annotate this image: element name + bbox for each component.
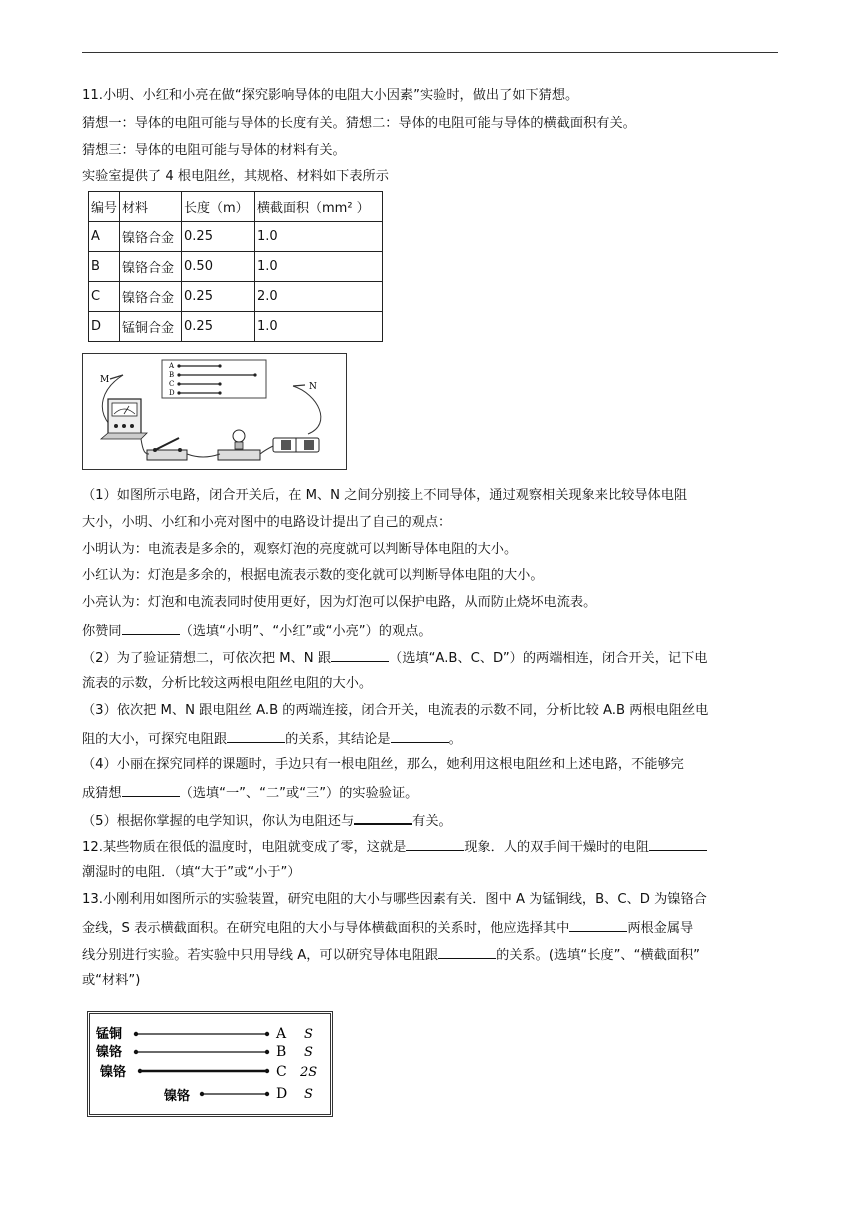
table-row (89, 252, 383, 282)
table-cell: 0.25 (182, 312, 255, 342)
label-d: D (169, 389, 175, 397)
label-n: N (309, 382, 317, 392)
table-cell: 镍铬合金 (120, 222, 182, 252)
text: （选填“小明”、“小红”或“小亮”）的观点。 (179, 624, 432, 639)
table-cell: 0.50 (182, 252, 255, 282)
wire-material-a: 锰铜 (96, 1027, 123, 1042)
table-header-cell: 材料 (120, 192, 182, 222)
q13-line1: 13.小刚利用如图所示的实验装置，研究电阻的大小与哪些因素有关．图中 A 为锰铜线，B、C、D 为镍铬合 (82, 892, 707, 907)
text: 的关系，其结论是 (285, 732, 391, 747)
text: 成猜想 (82, 786, 122, 801)
q11-p4-line2 (82, 783, 418, 803)
text: （2）为了验证猜想二，可依次把 M、N 跟 (82, 651, 332, 666)
answer-blank[interactable] (227, 729, 285, 743)
q13-line4: 或“材料”) (82, 973, 141, 988)
text: 你赞同 (82, 624, 122, 639)
table-cell: 1.0 (255, 222, 383, 252)
answer-blank[interactable] (569, 918, 627, 932)
q11-p3-line1: （3）依次把 M、N 跟电阻丝 A.B 的两端连接，闭合开关，电流表的示数不同，分析比较 A.B 两根电阻丝电 (82, 703, 709, 718)
wire-letter-b: B (276, 1044, 287, 1060)
label-b: B (169, 371, 175, 379)
label-c: C (169, 380, 175, 388)
table-cell: A (89, 222, 120, 252)
q11-p3-line2 (82, 729, 462, 749)
text: 有关。 (412, 814, 452, 829)
table-cell: 1.0 (255, 252, 383, 282)
wire-figure (87, 1011, 333, 1117)
q11-agree (82, 621, 432, 641)
text: （选填“一”、“二”或“三”）的实验验证。 (179, 786, 419, 801)
answer-blank[interactable] (649, 837, 707, 851)
table-header-cell: 长度（m） (182, 192, 255, 222)
answer-blank[interactable] (406, 837, 464, 851)
wire-area-a: S (304, 1027, 313, 1042)
table-cell: 镍铬合金 (120, 282, 182, 312)
wire-material-c: 镍铬 (100, 1065, 127, 1080)
text: 两根金属导 (627, 921, 694, 936)
q11-p1-line1: （1）如图所示电路，闭合开关后，在 M、N 之间分别接上不同导体，通过观察相关现象来比较导体电阻 (82, 488, 688, 503)
q11-p5 (82, 810, 452, 831)
text: 线分别进行实验。若实验中只用导线 A，可以研究导体电阻跟 (82, 948, 439, 963)
q11-p2-line1 (82, 648, 707, 668)
table-header-row (89, 192, 383, 222)
wire-material-b: 镍铬 (96, 1045, 123, 1060)
header-rule (82, 52, 778, 53)
answer-blank[interactable] (354, 810, 412, 825)
wire-area-d: S (304, 1087, 313, 1102)
q12-line2: 潮湿时的电阻．（填“大于”或“小于”） (82, 865, 301, 880)
text: 金线，S 表示横截面积。在研究电阻的大小与导体横截面积的关系时，他应选择其中 (82, 921, 570, 936)
wire-area-c: 2S (300, 1065, 318, 1080)
wire-area-b: S (304, 1045, 313, 1060)
table-cell: 1.0 (255, 312, 383, 342)
label-a: A (169, 362, 175, 370)
q11-p1-line2: 大小，小明、小红和小亮对图中的电路设计提出了自己的观点： (82, 515, 452, 530)
table-cell: B (89, 252, 120, 282)
q13-line2 (82, 918, 693, 938)
table-cell: 2.0 (255, 282, 383, 312)
answer-blank[interactable] (122, 783, 180, 797)
table-cell: D (89, 312, 120, 342)
answer-blank[interactable] (122, 621, 180, 635)
text: 现象．人的双手间干燥时的电阻 (464, 840, 649, 855)
q11-intro: 11.小明、小红和小亮在做“探究影响导体的电阻大小因素”实验时，做出了如下猜想。 (82, 88, 579, 103)
q11-guess-3: 猜想三：导体的电阻可能与导体的材料有关。 (82, 143, 346, 158)
circuit-figure (82, 353, 347, 470)
table-cell: C (89, 282, 120, 312)
q11-guess-1-2: 猜想一：导体的电阻可能与导体的长度有关。猜想二：导体的电阻可能与导体的横截面积有关。 (82, 116, 636, 131)
wire-material-d: 镍铬 (164, 1089, 191, 1104)
table-cell: 镍铬合金 (120, 252, 182, 282)
q11-xiaohong: 小红认为：灯泡是多余的，根据电流表示数的变化就可以判断导体电阻的大小。 (82, 568, 544, 583)
text: （选填“A.B、C、D”）的两端相连，闭合开关，记下电 (389, 651, 708, 666)
label-m: M (100, 375, 110, 385)
q11-xiaoliang: 小亮认为：灯泡和电流表同时使用更好，因为灯泡可以保护电路，从而防止烧坏电流表。 (82, 595, 597, 610)
answer-blank[interactable] (331, 648, 389, 662)
q11-p2-line2: 流表的示数，分析比较这两根电阻丝电阻的大小。 (82, 676, 373, 691)
wire-spec-table (88, 191, 383, 342)
wire-letter-c: C (276, 1064, 287, 1080)
table-cell: 0.25 (182, 222, 255, 252)
q11-xiaoming: 小明认为：电流表是多余的，观察灯泡的亮度就可以判断导体电阻的大小。 (82, 542, 518, 557)
text: 的关系。(选填“长度”、“横截面积” (496, 948, 701, 963)
text: 12.某些物质在很低的温度时，电阻就变成了零，这就是 (82, 840, 407, 855)
table-header-cell: 编号 (89, 192, 120, 222)
q12-line1 (82, 837, 707, 857)
answer-blank[interactable] (438, 945, 496, 959)
q11-p4-line1: （4）小丽在探究同样的课题时，手边只有一根电阻丝，那么，她利用这根电阻丝和上述电路，不能够完 (82, 757, 684, 772)
table-row (89, 222, 383, 252)
q11-lab-intro: 实验室提供了 4 根电阻丝，其规格、材料如下表所示 (82, 169, 389, 184)
table-cell: 锰铜合金 (120, 312, 182, 342)
table-cell: 0.25 (182, 282, 255, 312)
q13-line3 (82, 945, 700, 965)
answer-blank[interactable] (391, 729, 449, 743)
table-header-cell: 横截面积（mm² ） (255, 192, 383, 222)
text: 。 (448, 732, 462, 747)
table-row (89, 312, 383, 342)
wire-letter-d: D (276, 1086, 288, 1102)
text: （5）根据你掌握的电学知识，你认为电阻还与 (82, 814, 355, 829)
table-row (89, 282, 383, 312)
text: 阻的大小，可探究电阻跟 (82, 732, 228, 747)
wire-letter-a: A (276, 1026, 287, 1042)
